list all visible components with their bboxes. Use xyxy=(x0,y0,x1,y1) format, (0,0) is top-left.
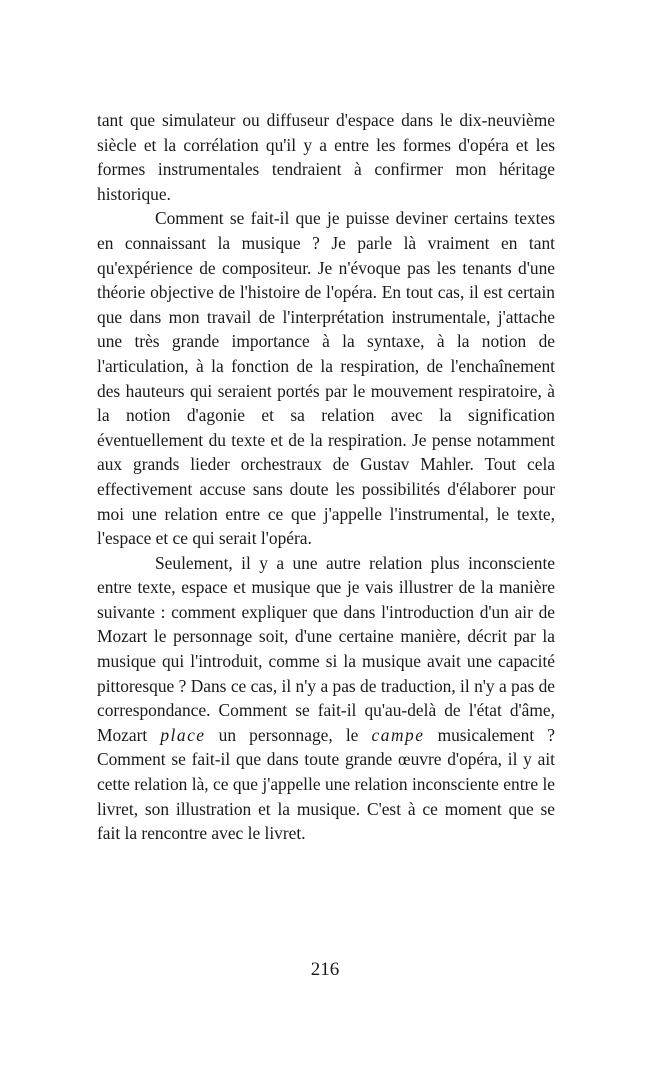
page-body xyxy=(97,108,555,846)
paragraph-1-text: tant que simulateur ou diffuseur d'espace dans le dix-neuvième siècle et la corrélation qu'il y a entre les formes d'opéra et les formes instrumentales tendraient à confirmer mon héritage historique. xyxy=(97,110,555,204)
italic-word-campe: campe xyxy=(371,724,425,745)
page-number: 216 xyxy=(310,959,340,980)
paragraph-3-text-c: musicalement ? Comment se fait-il que dans toute grande œuvre d'opéra, il y ait cette relation là, ce que j'appelle une relation inconsciente entre le livret, son illustration et la musique. C'est à ce moment que se fait la rencontre avec le livret. xyxy=(97,724,556,844)
paragraph-3 xyxy=(97,551,555,846)
paragraph-3-text-a: Seulement, il y a une autre relation plus inconsciente entre texte, espace et musique que je vais illustrer de la manière suivante : comment expliquer que dans l'introduction d'un air de Mozart le personnage soit, d'une certaine manière, décrit par la musique qui l'introduit, comme si la musique avait une capacité pittoresque ? Dans ce cas, il n'y a pas de traduction, il n'y a pas de correspondance. Comment se fait-il qu'au-delà de l'état d'âme, Mozart xyxy=(97,552,555,745)
paragraph-2 xyxy=(97,206,555,550)
italic-word-place: place xyxy=(160,724,206,745)
paragraph-1 xyxy=(97,108,555,206)
paragraph-2-text: Comment se fait-il que je puisse deviner certains textes en connaissant la musique ? Je parle là vraiment en tant qu'expérience de compositeur. Je n'évoque pas les tenants d'une théorie objective de l'histoire de l'opéra. En tout cas, il est certain que dans mon travail de l'interprétation instrumentale, j'attache une très grande importance à la syntaxe, à la notion de l'articulation, à la fonction de la respiration, de l'enchaînement des hauteurs qui seraient portés par le mouvement respiratoire, à la notion d'agonie et sa relation avec la signification éventuellement du texte et de la respiration. Je pense notamment aux grands lieder orchestraux de Gustav Mahler. Tout cela effectivement accuse sans doute les possibilités d'élaborer pour moi une relation entre ce que j'appelle l'instrumental, le texte, l'espace et ce qui serait l'opéra. xyxy=(97,208,555,549)
paragraph-3-text-b: un personnage, le xyxy=(205,724,372,745)
